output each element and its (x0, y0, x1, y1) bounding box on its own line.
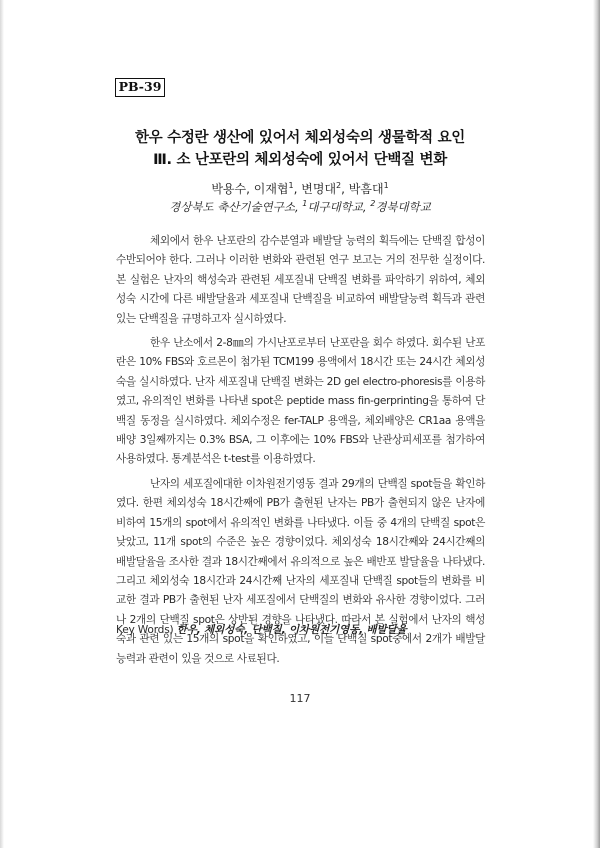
author-affiliation-mark: 1 (288, 181, 294, 190)
keywords-label: Key Words) (116, 624, 174, 636)
affiliation-list: 경상북도 축산기술연구소, $^1$대구대학교, $^2$경북대학교 (169, 199, 431, 214)
page-edge-right (593, 0, 600, 848)
author-name: 박흠대 (348, 182, 384, 196)
keywords-line (116, 622, 496, 637)
author-name: 변명대 (301, 182, 337, 196)
affiliation-mark: 2 (370, 199, 376, 208)
affiliation-name: 경북대학교 (375, 200, 431, 214)
author-name: 이재협 (253, 182, 289, 196)
abstract-paragraph-results: 난자의 세포질에대한 이차원전기영동 결과 29개의 단백질 spot들을 확인하였다. 한편 체외성숙 18시간째에 PB가 출현된 난자는 PB가 출현되지 않은 난자에 비하여 15개의 spot에서 유의적인 변화를 나타냈다. 이들 중 4개의 단백질 spot은 낮았고, 11개 spot의 수준은 높은 경향이었다. 체외성숙 18시간째와 24시간째의 배발달율을 조사한 결과 18시간째에서 유의적으로 높은 배반포 발달율을 나타냈다. 그리고 체외성숙 18시간과 24시간째 난자의 세포질내 단백질 spot들의 변화를 비교한 결과 PB가 출현된 난자 세포질에서 단백질의 변화와 유사한 경향이었다. 그러나 2개의 단백질 spot은 상반된 경향을 나타냈다. 따라서 본 실험에서 난자의 핵성숙과 관련 있는 15개의 spot을 확인하였고, 이들 단백질 spot중에서 2개가 배발달 능력과 관련이 있을 것으로 사료된다. (116, 477, 485, 665)
author-affiliation-mark: 2 (336, 181, 342, 190)
keywords-values: 한우, 체외성숙, 단백질, 이차원전기영동, 배발달율 (176, 624, 407, 636)
affiliation-name: 대구대학교 (307, 200, 363, 214)
affiliation-name: 경상북도 축산기술연구소 (169, 200, 295, 214)
page-edge-left (0, 0, 4, 848)
abstract-paragraph-methods: 한우 난소에서 2-8㎜의 가시난포로부터 난포란을 회수 하였다. 회수된 난포란은 10% FBS와 호르몬이 첨가된 TCM199 용액에서 18시간 또는 24시간 체외성숙을 실시하였다. 난자 세포질내 단백질 변화는 2D gel electro-phoresis를 이용하였고, 유의적인 변화를 나타낸 spot은 peptide mass fin-gerprinting을 통하여 단백질 동정을 실시하였다. 체외수정은 fer-TALP 용액을, 체외배양은 CR1aa 용액을 배양 3일째까지는 0.3% BSA, 그 이후에는 10% FBS와 난관상피세포를 첨가하여 사용하였다. 통계분석은 t-test를 이용하였다. (116, 337, 485, 466)
title-line-1: 한우 수정란 생산에 있어서 체외성숙의 생물학적 요인 (134, 130, 466, 146)
author-name: 박용수 (211, 182, 247, 196)
title-line-2: Ⅲ. 소 난포란의 체외성숙에 있어서 단백질 변화 (153, 152, 447, 168)
abstract-body (116, 232, 485, 674)
author-affiliation-mark: 1 (383, 181, 389, 190)
abstract-paragraph-introduction: 체외에서 한우 난포란의 감수분열과 배발달 능력의 획득에는 단백질 합성이 수반되어야 한다. 그러나 이러한 변화와 관련된 연구 보고는 거의 전무한 실정이다. 본 실험은 난자의 핵성숙과 관련된 세포질내 단백질 변화를 파악하기 위하여, 체외성숙 시간에 다른 배발달율과 세포질내 단백질을 비교하여 배발달능력 획득과 관련 있는 단백질을 규명하고자 실시하였다. (116, 235, 485, 325)
author-list: 박용수, 이재협$^1$, 변명대$^2$, 박흠대$^1$ (211, 181, 389, 196)
page-number: 117 (289, 692, 311, 705)
abstract-code-badge: PB-39 (115, 78, 165, 97)
affiliation-mark: 1 (302, 199, 308, 208)
